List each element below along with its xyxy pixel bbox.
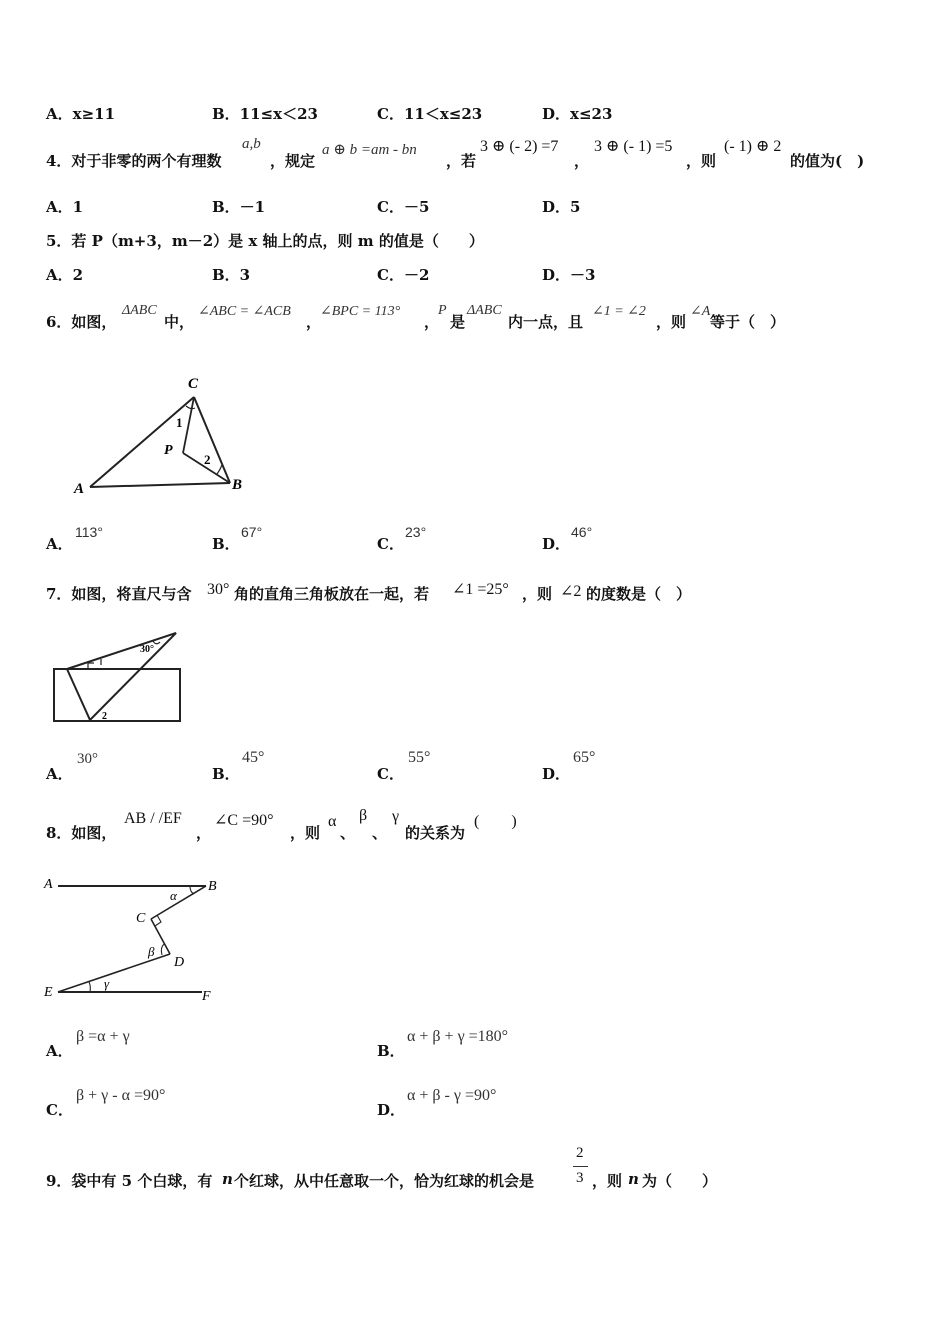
- q8-label-b: B: [208, 879, 217, 894]
- q8-label-d: D: [174, 955, 185, 970]
- q9-numerator: 2: [576, 1145, 584, 1161]
- q8-option-d-value: α + β - γ =90°: [407, 1087, 497, 1104]
- q6-angle-a: ∠A: [690, 304, 711, 319]
- q6-t1: 中，: [164, 313, 195, 331]
- q4-rule: a ⊕ b =am - bn: [322, 142, 417, 158]
- q9-prefix: 9．袋中有 5 个白球，有: [46, 1172, 213, 1190]
- q7-prefix: 7．如图，将直尺与含: [46, 585, 192, 603]
- q6-prefix: 6．如图，: [46, 313, 117, 331]
- q9-mid2: ，则: [592, 1172, 623, 1190]
- q7-option-a-value: 30°: [77, 751, 98, 767]
- q8-option-a-value: β =α + γ: [76, 1028, 130, 1045]
- q9-n1: n: [222, 1170, 233, 1188]
- q4-option-b: B．－1: [212, 198, 266, 216]
- q9-n2: n: [628, 1170, 639, 1188]
- q8-sep2: 、: [372, 824, 388, 842]
- q4-option-a: A．1: [46, 198, 84, 216]
- q6-side-ac: [90, 397, 194, 487]
- q6-angle-1-arc: [186, 406, 195, 409]
- q7-mid: 角的直角三角板放在一起，若: [234, 585, 430, 603]
- q8-sep1: 、: [340, 824, 356, 842]
- q8-option-c-letter: C．: [46, 1101, 73, 1119]
- q7-option-d-value: 65°: [573, 749, 596, 766]
- q7-mid2: ，则: [522, 585, 553, 603]
- q7-ruler: [54, 669, 180, 721]
- q8-option-b-value: α + β + γ =180°: [407, 1028, 509, 1045]
- q5-text: 5．若 P（m+3，m－2）是 x 轴上的点，则 m 的值是（ ）: [46, 232, 484, 250]
- q6-tri2: ΔABC: [467, 303, 502, 318]
- q6-eq1: ∠ABC = ∠ACB: [198, 304, 291, 319]
- q3-option-d: D．x≤23: [542, 105, 613, 123]
- q7-option-b-letter: B．: [212, 765, 240, 783]
- q8-label-alpha: α: [170, 888, 177, 903]
- q5-option-d: D．－3: [542, 266, 596, 284]
- q7-label-2: 2: [102, 711, 107, 722]
- q7-deg: 30°: [207, 581, 230, 598]
- q7-option-c-value: 55°: [408, 749, 431, 766]
- q6-label-1: 1: [176, 415, 183, 430]
- q8-label-f: F: [202, 989, 211, 1004]
- q6-t3: ，: [424, 313, 440, 331]
- q8-gamma-arc: [89, 982, 90, 992]
- q7-option-a-letter: A．: [46, 765, 73, 783]
- q6-side-bc: [194, 397, 230, 483]
- q6-label-c: C: [188, 376, 199, 392]
- q6-label-p: P: [164, 443, 173, 458]
- q8-beta-arc: [161, 944, 164, 955]
- q6-side-ab: [90, 483, 230, 487]
- q8-paren: ( ): [474, 813, 517, 830]
- q3-option-b: B．11≤x＜23: [212, 105, 318, 123]
- q3-option-a: A．x≥11: [46, 105, 116, 123]
- q4-option-c: C．－5: [377, 198, 430, 216]
- q6-option-d-letter: D．: [542, 535, 571, 553]
- q5-option-b: B．3: [212, 266, 251, 284]
- q4-option-d: D．5: [542, 198, 581, 216]
- q5-option-c: C．－2: [377, 266, 430, 284]
- q6-label-2: 2: [204, 452, 211, 467]
- q8-parallel: AB / /EF: [124, 810, 182, 827]
- q8-label-gamma: γ: [104, 976, 110, 991]
- q7-label-30: 30°: [140, 644, 154, 655]
- q8-label-a: A: [44, 877, 53, 892]
- q8-option-a-letter: A．: [46, 1042, 73, 1060]
- q8-c1: ，: [196, 824, 212, 842]
- q6-option-a-value: 113°: [75, 524, 103, 540]
- q6-p: P: [438, 303, 447, 318]
- q4-mid3: ，则: [686, 152, 717, 170]
- q7-angle-1: ∠1 =25°: [452, 581, 509, 598]
- q6-t2: ，: [306, 313, 322, 331]
- q4-mid2: ，若: [446, 152, 477, 170]
- q6-t4: 是: [450, 313, 466, 331]
- q9-fraction-bar: [573, 1166, 588, 1167]
- q6-option-d-value: 46°: [571, 524, 593, 540]
- q6-option-c-value: 23°: [405, 524, 427, 540]
- q8-segment-de: [58, 954, 170, 992]
- q7-option-b-value: 45°: [242, 749, 265, 766]
- q6-t6: ，则: [656, 313, 687, 331]
- q7-option-c-letter: C．: [377, 765, 404, 783]
- q6-angle-2-arc: [217, 465, 222, 474]
- q8-label-beta: β: [148, 944, 155, 959]
- q7-triangle: [67, 633, 176, 720]
- q8-option-d-letter: D．: [377, 1101, 406, 1119]
- q8-prefix: 8．如图，: [46, 824, 117, 842]
- q4-prefix: 4．对于非零的两个有理数: [46, 152, 222, 170]
- q8-beta: β: [359, 807, 368, 824]
- q8-angle-c: ∠C =90°: [214, 812, 274, 829]
- q6-figure: [60, 370, 260, 500]
- q9-suffix: 为（ ）: [642, 1172, 718, 1190]
- q4-ask: (- 1) ⊕ 2: [724, 138, 782, 155]
- q4-suffix: 的值为( ): [790, 152, 865, 170]
- q8-label-c: C: [136, 911, 146, 926]
- q6-t7: 等于（ ）: [710, 313, 786, 331]
- q6-option-b-value: 67°: [241, 524, 263, 540]
- q8-c2: ，则: [290, 824, 321, 842]
- q7-option-d-letter: D．: [542, 765, 571, 783]
- q4-ab: a,b: [242, 136, 261, 152]
- q8-label-e: E: [44, 985, 53, 1000]
- q6-label-b: B: [232, 477, 243, 493]
- q6-option-c-letter: C．: [377, 535, 404, 553]
- q6-tri: ΔABC: [122, 303, 157, 318]
- q4-comma: ，: [574, 152, 590, 170]
- q6-label-a: A: [74, 481, 85, 497]
- q6-eq2: ∠BPC = 113°: [320, 304, 401, 319]
- q9-mid: 个红球，从中任意取一个，恰为红球的机会是: [234, 1172, 535, 1190]
- q4-cond2: 3 ⊕ (- 1) =5: [594, 138, 673, 155]
- q7-suffix: 的度数是（ ）: [586, 585, 692, 603]
- q8-alpha: α: [328, 813, 337, 830]
- q6-eq3: ∠1 = ∠2: [592, 304, 646, 319]
- q6-option-a-letter: A．: [46, 535, 73, 553]
- q8-option-c-value: β + γ - α =90°: [76, 1087, 166, 1104]
- q7-angle-30-arc: [153, 641, 160, 644]
- q7-figure: [48, 628, 188, 728]
- q8-suffix: 的关系为: [405, 824, 466, 842]
- q3-option-c: C．11＜x≤23: [377, 105, 483, 123]
- q5-option-a: A．2: [46, 266, 84, 284]
- q8-figure: [40, 868, 240, 1008]
- q4-cond1: 3 ⊕ (- 2) =7: [480, 138, 559, 155]
- q6-t5: 内一点，且: [508, 313, 584, 331]
- q9-denominator: 3: [576, 1170, 584, 1186]
- q8-gamma: γ: [392, 808, 400, 825]
- q4-mid1: ，规定: [270, 152, 316, 170]
- q7-angle-2: ∠2: [560, 583, 582, 600]
- q8-segment-bc: [151, 886, 206, 919]
- q8-option-b-letter: B．: [377, 1042, 405, 1060]
- q6-option-b-letter: B．: [212, 535, 240, 553]
